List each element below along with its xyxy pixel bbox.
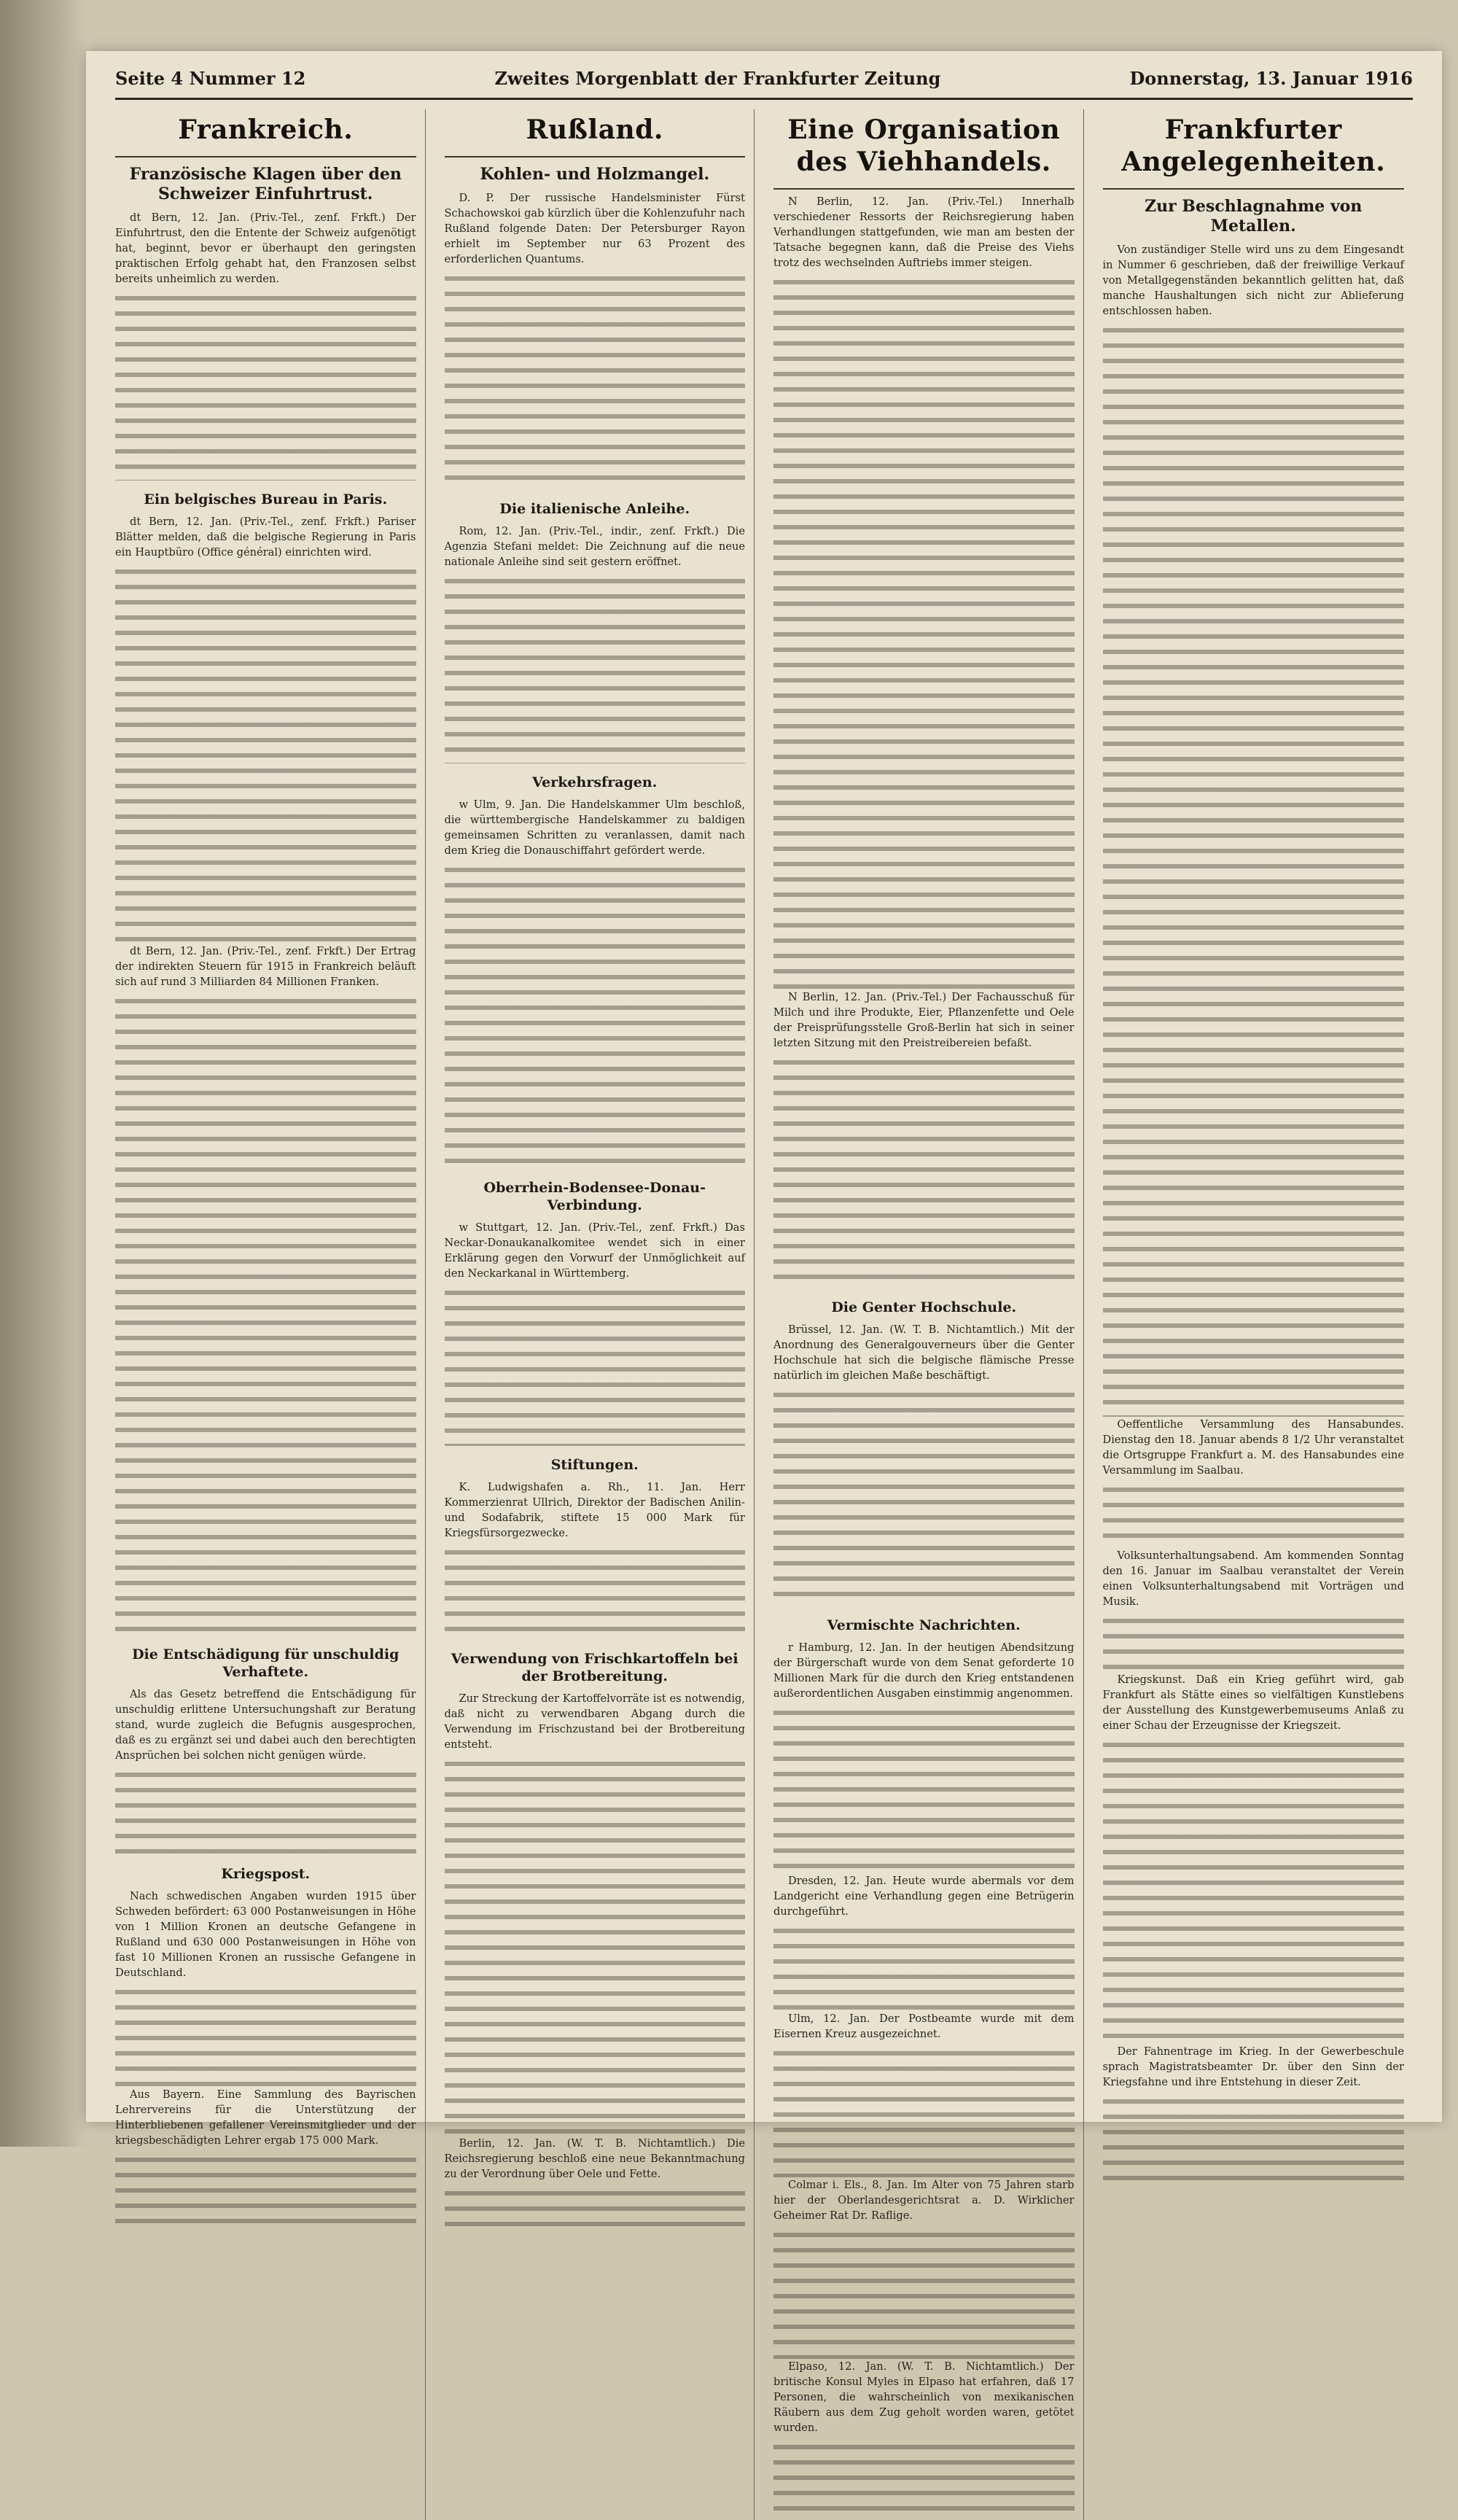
article-paragraph: Colmar i. Els., 8. Jan. Im Alter von 75 Jahren starb hier der Oberlandesgerichtsrat a. D. Wirklicher Geheimer Rat Dr. Raflige. — [773, 2179, 1075, 2222]
section-heading: Frankreich. — [178, 114, 354, 145]
column-3 — [773, 109, 1084, 2520]
body-text-lines — [1103, 323, 1405, 1417]
article-heading: Verkehrsfragen. — [532, 774, 658, 790]
article-paragraph: Als das Gesetz betreffend die Entschädigung für unschuldig erlittene Untersuchungshaft zur Beratung stand, wurde zugleich die Befugnis ausgesprochen, daß es zu ergänzt sei und dabei auch den berechtigten Ansprüchen bei solchen nicht genügen würde. — [115, 1688, 416, 1762]
article-paragraph: dt Bern, 12. Jan. (Priv.-Tel., zenf. Frkft.) Pariser Blätter melden, daß die belgische Regierung in Paris ein Hauptbüro (Office général) einrichten wird. — [115, 516, 416, 559]
newspaper-page — [86, 51, 1442, 2434]
article-paragraph: D. P. Der russische Handelsminister Fürst Schachowskoi gab kürzlich über die Kohlenzufuhr nach Rußland folgende Daten: Der Petersburger Rayon erhielt im September nur 63 Prozent des erforderlichen Quantums. — [444, 192, 745, 265]
binding-gutter — [0, 0, 86, 2147]
article-paragraph: w Stuttgart, 12. Jan. (Priv.-Tel., zenf. Frkft.) Das Neckar-Donaukanalkomitee wendet sich in einer Erklärung gegen den Vorwurf der Unmöglichkeit auf den Neckarkanal in Württemberg. — [444, 1221, 745, 1280]
section-rule — [115, 156, 416, 158]
article-paragraph: r Hamburg, 12. Jan. In der heutigen Abendsitzung der Bürgerschaft wurde von dem Senat geforderte 10 Millionen Mark für die durch den Krieg entstandenen außerordentlichen Ausgaben einstimmig angenommen. — [773, 1641, 1075, 1700]
body-text-lines — [445, 1545, 746, 1640]
body-text-lines — [1103, 1482, 1405, 1548]
section-rule — [445, 156, 746, 158]
body-text-lines — [445, 574, 746, 763]
article-heading: Verwendung von Frischkartoffeln bei der Brotbereitung. — [451, 1651, 738, 1684]
article-paragraph: Dresden, 12. Jan. Heute wurde abermals vor dem Landgericht eine Verhandlung gegen eine Betrügerin durchgeführt. — [773, 1875, 1075, 1918]
article-paragraph: Ulm, 12. Jan. Der Postbeamte wurde mit dem Eisernen Kreuz ausgezeichnet. — [773, 2012, 1075, 2040]
body-text-lines — [1103, 1738, 1405, 2044]
body-text-lines — [445, 271, 746, 490]
page-number-label: Seite 4 Nummer 12 — [115, 67, 306, 89]
article-paragraph: N Berlin, 12. Jan. (Priv.-Tel.) Innerhalb verschiedener Ressorts der Reichsregierung haben Verhandlungen stattgefunden, wie man am besten der Tatsache begegnen kann, daß die Preise des Viehs trotz des wechselnden Auftriebs immer steigen. — [773, 195, 1075, 269]
article-paragraph: Oeffentliche Versammlung des Hansabundes. Dienstag den 18. Januar abends 8 1/2 Uhr veranstaltet die Ortsgruppe Frankfurt a. M. des Hansabundes eine Versammlung im Saalbau. — [1102, 1418, 1404, 1477]
newspaper-title: Zweites Morgenblatt der Frankfurter Zeitung — [494, 67, 941, 89]
column-2 — [445, 109, 755, 2520]
article-heading: Oberrhein-Bodensee-Donau-Verbindung. — [483, 1180, 706, 1213]
body-text-lines — [445, 2186, 746, 2230]
body-text-lines — [445, 1757, 746, 2136]
article-paragraph: Von zuständiger Stelle wird uns zu dem Eingesandt in Nummer 6 geschrieben, daß der freiwillige Verkauf von Metallgegenständen bekanntlich gelitten hat, daß manche Haushaltungen sich nicht zur Ablieferung entschlossen haben. — [1102, 244, 1404, 317]
body-text-lines — [1103, 1614, 1405, 1672]
article-paragraph: Volksunterhaltungsabend. Am kommenden Sonntag den 16. Januar im Saalbau veranstaltet der Verein einen Volksunterhaltungsabend mit Vorträgen und Musik. — [1102, 1549, 1404, 1608]
article-paragraph: Zur Streckung der Kartoffelvorräte ist es notwendig, daß nicht zu verwendbaren Abgang durch die Verwendung im Frischzustand bei der Brotbereitung entsteht. — [444, 1692, 745, 1751]
section-rule — [773, 188, 1075, 190]
article-paragraph: Nach schwedischen Angaben wurden 1915 über Schweden befördert: 63 000 Postanweisungen in Höhe von 1 Million Kronen an deutsche Gefangene in Rußland und 630 000 Postanweisungen in Höhe von fast 10 Millionen Kronen an russische Gefangene in Deutschland. — [115, 1890, 416, 1979]
article-heading: Die Entschädigung für unschuldig Verhaftete. — [132, 1646, 399, 1680]
article-paragraph: Berlin, 12. Jan. (W. T. B. Nichtamtlich.) Die Reichsregierung beschloß eine neue Bekanntmachung zu der Verordnung über Oele und Fette. — [444, 2137, 745, 2180]
article-columns — [115, 109, 1413, 2434]
body-text-lines — [773, 1924, 1075, 2011]
article-paragraph: dt Bern, 12. Jan. (Priv.-Tel., zenf. Frkft.) Der Ertrag der indirekten Steuern für 1915 in Frankreich beläuft sich auf rund 3 Milliarden 84 Millionen Franken. — [115, 945, 416, 988]
section-heading: Frankfurter Angelegenheiten. — [1121, 114, 1386, 177]
column-4 — [1103, 109, 1414, 2520]
article-heading: Vermischte Nachrichten. — [827, 1617, 1021, 1633]
article-paragraph: Kriegskunst. Daß ein Krieg geführt wird, gab Frankfurt als Stätte eines so vielfältigen Kunstlebens der Ausstellung des Kunstgewerbemuseums Anlaß zu einer Schau der Erzeugnisse der Kriegszeit. — [1102, 1673, 1404, 1732]
article-subheading: Französische Klagen über den Schweizer Einfuhrtrust. — [129, 165, 402, 203]
body-text-lines — [115, 994, 416, 1636]
article-paragraph: w Ulm, 9. Jan. Die Handelskammer Ulm beschloß, die württembergische Handelskammer zu baldigen gemeinsamen Schritten zu veranlassen, damit nach dem Krieg die Donauschiffahrt gefördert werde. — [444, 798, 745, 857]
article-paragraph: Der Fahnentrage im Krieg. In der Gewerbeschule sprach Magistratsbeamter Dr. über den Sinn der Kriegsfahne und ihre Entstehung in dieser Zeit. — [1102, 2045, 1404, 2088]
section-heading: Eine Organisation des Viehhandels. — [787, 114, 1061, 177]
article-heading: Stiftungen. — [550, 1457, 639, 1473]
header-divider — [115, 98, 1413, 100]
body-text-lines — [115, 1985, 416, 2087]
article-paragraph: Elpaso, 12. Jan. (W. T. B. Nichtamtlich.) Der britische Konsul Myles in Elpaso hat erfahren, daß 17 Personen, die wahrscheinlich von mexikanischen Räubern aus dem Zug geholt worden waren, getötet wurden. — [773, 2360, 1075, 2434]
body-text-lines — [773, 2228, 1075, 2359]
body-text-lines — [115, 1768, 416, 1855]
body-text-lines — [115, 291, 416, 481]
article-paragraph: Aus Bayern. Eine Sammlung des Bayrischen Lehrervereins für die Unterstützung der Hinterbliebenen gefallener Vereinsmitglieder und der kriegsbeschädigten Lehrer ergab 175 000 Mark. — [115, 2088, 416, 2147]
article-paragraph: Rom, 12. Jan. (Priv.-Tel., indir., zenf. Frkft.) Die Agenzia Stefani meldet: Die Zeichnung auf die neue nationale Anleihe sind seit gestern eröffnet. — [444, 525, 745, 568]
body-text-lines — [115, 564, 416, 944]
article-paragraph: dt Bern, 12. Jan. (Priv.-Tel., zenf. Frkft.) Der Einfuhrtrust, den die Entente der Schweiz aufgenötigt hat, beginnt, bevor er überhaupt den geringsten praktischen Erfolg gehabt hat, den Franzosen selbst bereits unheimlich zu werden. — [115, 211, 416, 285]
body-text-lines — [773, 1706, 1075, 1873]
page-header — [115, 61, 1413, 95]
issue-date: Donnerstag, 13. Januar 1916 — [1129, 67, 1413, 89]
section-heading: Rußland. — [526, 114, 663, 145]
article-subheading: Kohlen- und Holzmangel. — [480, 165, 710, 184]
article-paragraph: K. Ludwigshafen a. Rh., 11. Jan. Herr Kommerzienrat Ullrich, Direktor der Badischen Anilin- und Sodafabrik, stiftete 15 000 Mark für Kriegsfürsorgezwecke. — [444, 1481, 745, 1539]
body-text-lines — [115, 2152, 416, 2225]
body-text-lines — [445, 863, 746, 1169]
body-text-lines — [773, 1388, 1075, 1606]
article-heading: Ein belgisches Bureau in Paris. — [144, 491, 388, 508]
section-rule — [1103, 188, 1405, 190]
article-subheading: Zur Beschlagnahme von Metallen. — [1145, 197, 1363, 236]
article-paragraph: N Berlin, 12. Jan. (Priv.-Tel.) Der Fachausschuß für Milch und ihre Produkte, Eier, Pflanzenfette und Oele der Preisprüfungsstelle Groß-Berlin hat sich in seiner letzten Sitzung mit den Preistreibereien befaßt. — [773, 991, 1075, 1049]
article-heading: Die Genter Hochschule. — [831, 1299, 1017, 1315]
article-heading: Die italienische Anleihe. — [499, 501, 690, 517]
article-paragraph: Brüssel, 12. Jan. (W. T. B. Nichtamtlich.) Mit der Anordnung des Generalgouverneurs über die Genter Hochschule hat sich die belgische flämische Presse natürlich im gleichen Maße beschäftigt. — [773, 1323, 1075, 1382]
body-text-lines — [773, 2046, 1075, 2177]
body-text-lines — [773, 275, 1075, 989]
body-text-lines — [773, 1055, 1075, 1288]
body-text-lines — [445, 1286, 746, 1446]
body-text-lines — [1103, 2094, 1405, 2182]
article-heading: Kriegspost. — [221, 1866, 311, 1882]
column-1 — [115, 109, 426, 2520]
body-text-lines — [773, 2440, 1075, 2520]
